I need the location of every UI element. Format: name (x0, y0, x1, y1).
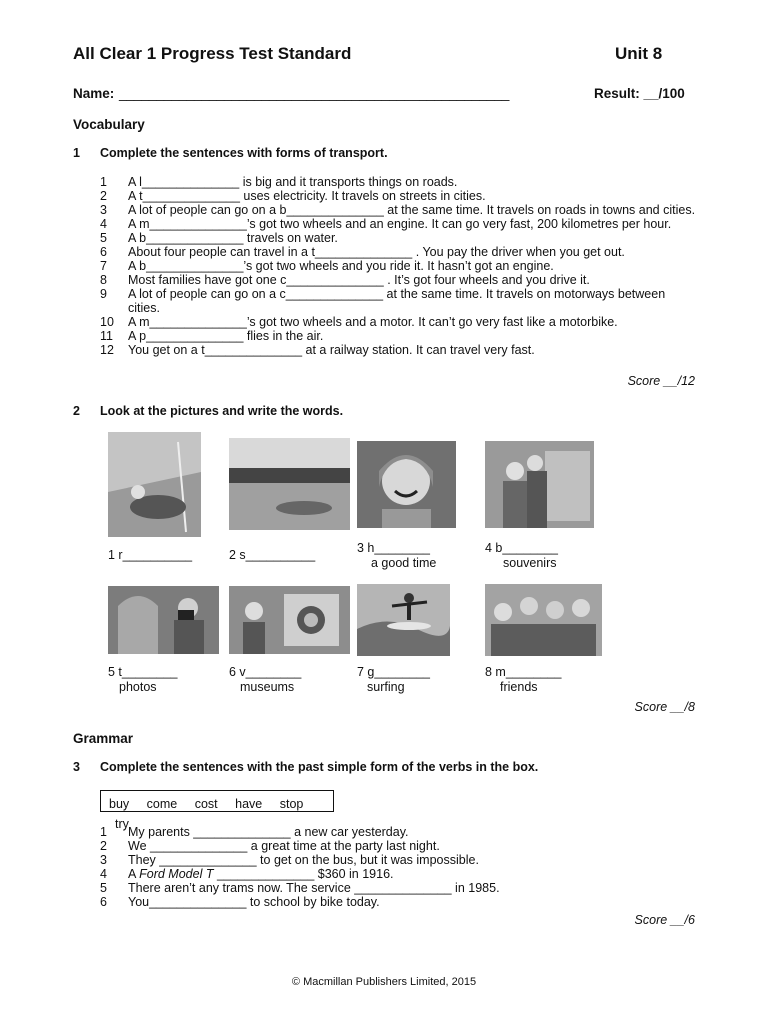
picture-having-fun (357, 441, 456, 528)
sentence-number: 4 (100, 217, 107, 231)
q1-sentence-9 (100, 287, 700, 315)
q1-sentence-10 (100, 315, 700, 329)
q1-sentence-3 (100, 203, 700, 217)
sentence-number: 3 (100, 203, 107, 217)
verb-box (100, 790, 334, 831)
picture-surfing (357, 584, 450, 656)
q2-item-5-label: 5 t________ (108, 665, 178, 679)
q1-sentence-12 (100, 343, 700, 357)
q2-number: 2 (73, 404, 80, 418)
picture-sunbathing (229, 438, 350, 530)
q3-number: 3 (73, 760, 80, 774)
q1-sentence-4 (100, 217, 700, 231)
verb-box-word: cost (194, 797, 218, 811)
sentence-number: 9 (100, 287, 107, 301)
sentence-number: 11 (100, 329, 113, 343)
q3-sentence-3 (100, 853, 700, 867)
sentence-text[interactable]: You get on a t______________ at a railway station. It can travel very fast. (128, 343, 535, 357)
q2-item-4-hint: souvenirs (503, 556, 557, 570)
sentence-text[interactable]: A b______________’s got two wheels and you ride it. It hasn’t got an engine. (128, 259, 554, 273)
q1-sentence-list (100, 175, 700, 357)
verb-box-word: try (115, 817, 129, 831)
q2-item-7-hint: surfing (367, 680, 405, 694)
unit-label: Unit 8 (615, 44, 663, 63)
q1-score: Score __/12 (627, 374, 695, 388)
q2-item-6-hint: museums (240, 680, 295, 694)
sentence-number: 10 (100, 315, 114, 329)
q1-sentence-8 (100, 273, 700, 287)
verb-box-word: come (146, 797, 178, 811)
q1-sentence-6 (100, 245, 700, 259)
sentence-text[interactable]: A lot of people can go on a c______________ at the same time. It travels on motorways between cities. (128, 287, 666, 315)
sentence-number: 12 (100, 343, 114, 357)
sentence-italic: Ford Model T (139, 867, 214, 881)
q1-sentence-7 (100, 259, 700, 273)
sentence-number: 4 (100, 867, 107, 881)
result-field: Result: __/100 (594, 86, 685, 101)
name-line[interactable]: ____________________________________________________ (119, 86, 510, 101)
grammar-heading: Grammar (73, 731, 134, 746)
q3-sentence-4 (100, 867, 700, 881)
document-title: All Clear 1 Progress Test Standard (73, 44, 352, 63)
q3-sentence-2 (100, 839, 700, 853)
sentence-text[interactable]: There aren’t any trams now. The service ______________ in 1985. (128, 881, 500, 895)
sentence-rest: ______________ $360 in 1916. (213, 867, 394, 881)
sentence-text[interactable]: We ______________ a great time at the party last night. (128, 839, 440, 853)
q2-item-3-label: 3 h________ (357, 541, 430, 555)
picture-relaxing-beach (108, 432, 201, 537)
vocabulary-heading: Vocabulary (73, 117, 145, 132)
picture-meeting-friends (485, 584, 602, 656)
q1-number: 1 (73, 146, 80, 160)
sentence-number: 1 (100, 825, 107, 839)
q1-sentence-11 (100, 329, 700, 343)
q3-score: Score __/6 (634, 913, 695, 927)
sentence-text[interactable]: A m______________’s got two wheels and a motor. It can’t go very fast like a motorbike. (128, 315, 618, 329)
q3-sentence-6 (100, 895, 700, 909)
q2-item-1-label: 1 r__________ (108, 548, 193, 562)
sentence-text[interactable]: Most families have got one c______________ . It’s got four wheels and you drive it. (128, 273, 590, 287)
q2-item-5-hint: photos (119, 680, 157, 694)
q2-item-2-label: 2 s__________ (229, 548, 316, 562)
q1-sentence-2 (100, 189, 700, 203)
sentence-text[interactable]: A p______________ flies in the air. (128, 329, 324, 343)
sentence-text[interactable]: A t______________ uses electricity. It travels on streets in cities. (128, 189, 486, 203)
sentence-text[interactable]: They ______________ to get on the bus, but it was impossible. (128, 853, 479, 867)
q2-item-6-label: 6 v________ (229, 665, 302, 679)
verb-box-word: buy (109, 797, 130, 811)
sentence-prefix: A (128, 867, 140, 881)
q1-sentence-5 (100, 231, 700, 245)
q3-sentence-list (100, 825, 700, 909)
q2-item-8-label: 8 m________ (485, 665, 562, 679)
sentence-number: 5 (100, 881, 107, 895)
verb-box-word: stop (279, 797, 304, 811)
picture-buying-souvenirs (485, 441, 594, 528)
q2-item-4-label: 4 b________ (485, 541, 558, 555)
q2-item-3-hint: a good time (371, 556, 437, 570)
sentence-text[interactable] (128, 867, 700, 881)
sentence-text[interactable]: A b______________ travels on water. (128, 231, 338, 245)
sentence-number: 1 (100, 175, 107, 189)
sentence-text[interactable]: My parents ______________ a new car yesterday. (128, 825, 409, 839)
sentence-number: 6 (100, 895, 107, 909)
sentence-number: 2 (100, 839, 107, 853)
q2-item-8-hint: friends (500, 680, 538, 694)
sentence-text[interactable]: About four people can travel in a t______________ . You pay the driver when you get out. (128, 245, 625, 259)
q2-instruction: Look at the pictures and write the words. (100, 404, 344, 418)
sentence-number: 2 (100, 189, 107, 203)
q2-item-7-label: 7 g________ (357, 665, 430, 679)
picture-taking-photos (108, 586, 219, 654)
sentence-text[interactable]: You______________ to school by bike today. (128, 895, 380, 909)
q2-score: Score __/8 (634, 700, 695, 714)
sentence-number: 7 (100, 259, 107, 273)
sentence-number: 3 (100, 853, 107, 867)
sentence-number: 8 (100, 273, 107, 287)
q1-sentence-1 (100, 175, 700, 189)
sentence-text[interactable]: A m______________’s got two wheels and an engine. It can go very fast, 200 kilometres per hour. (128, 217, 672, 231)
verb-box-word: have (235, 797, 263, 811)
sentence-text[interactable]: A l______________ is big and it transports things on roads. (128, 175, 458, 189)
sentence-number: 6 (100, 245, 107, 259)
sentence-number: 5 (100, 231, 107, 245)
sentence-text[interactable]: A lot of people can go on a b______________ at the same time. It travels on roads in towns and cities. (128, 203, 696, 217)
q3-sentence-5 (100, 881, 700, 895)
q3-instruction: Complete the sentences with the past simple form of the verbs in the box. (100, 760, 539, 774)
q1-instruction: Complete the sentences with forms of transport. (100, 146, 388, 160)
copyright-footer: © Macmillan Publishers Limited, 2015 (291, 976, 477, 988)
q3-sentence-1 (100, 825, 700, 839)
name-label: Name: (73, 86, 115, 101)
picture-visiting-museums (229, 586, 350, 654)
